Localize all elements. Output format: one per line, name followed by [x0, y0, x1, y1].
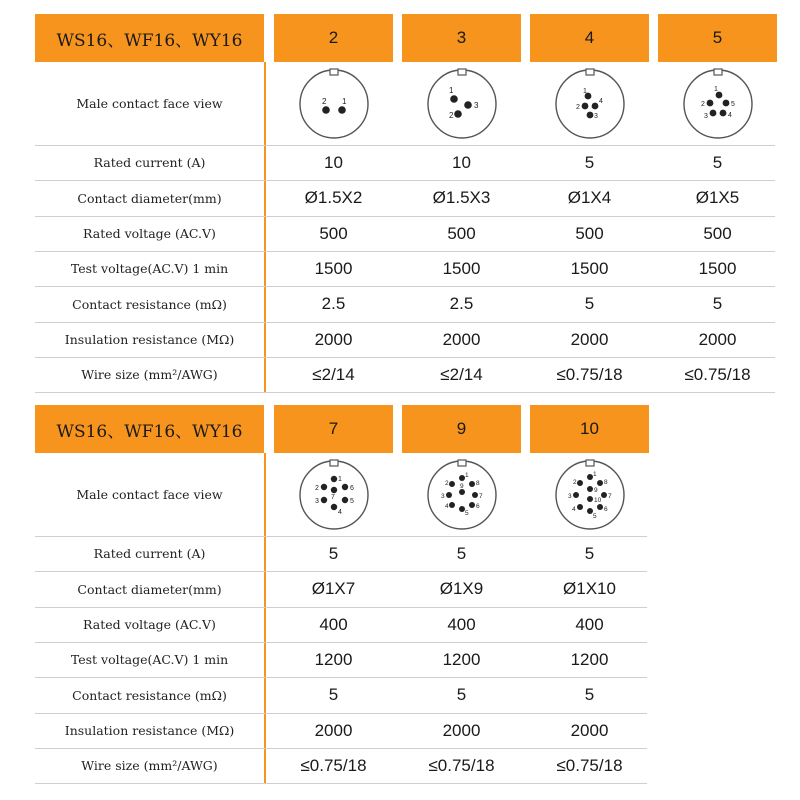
- cell-value: Ø1.5X3: [432, 188, 491, 207]
- row-rated-current: [35, 536, 647, 572]
- pin-2: [706, 99, 713, 106]
- pin-3: [464, 101, 472, 109]
- row-label-contact-resistance: Contact resistance (mΩ): [72, 296, 227, 312]
- pin-7: [472, 492, 478, 498]
- connector-face-icon: [296, 457, 372, 533]
- pin-label: 2: [321, 96, 326, 106]
- cell-value: 2000: [698, 329, 737, 349]
- contact-face-5-pin: [658, 62, 777, 145]
- row-test-voltage: [35, 251, 775, 287]
- cell-value: 5: [584, 294, 595, 313]
- pin-label: 7: [330, 493, 335, 501]
- cell-value: 400: [319, 614, 348, 634]
- pin-label: 2: [700, 100, 705, 108]
- contact-face-4-pin: [530, 62, 649, 145]
- row-label-contact-diameter: Contact diameter(mm): [77, 581, 222, 597]
- pin-label: 2: [575, 103, 580, 111]
- contact-face-3-pin: [402, 62, 521, 145]
- row-label-rated-current: Rated current (A): [93, 155, 206, 170]
- row-insulation-resistance: [35, 713, 647, 749]
- pin-label: 1: [464, 471, 469, 479]
- cell-value: 2000: [570, 720, 609, 740]
- column-header-4-pin: 4: [530, 14, 649, 62]
- row-label-rated-voltage: Rated voltage (AC.V): [83, 226, 216, 241]
- column-header-5-pin: 5: [658, 14, 777, 62]
- pin-7: [330, 486, 336, 492]
- row-contact-resistance: [35, 677, 647, 714]
- table-header: [35, 405, 775, 453]
- pin-10: [587, 496, 593, 502]
- pin-6: [469, 502, 475, 508]
- cell-value: 5: [584, 152, 595, 172]
- pin-8: [597, 480, 603, 486]
- cell-value: Ø1.5X2: [304, 188, 363, 207]
- cell-value: 1500: [314, 258, 353, 278]
- row-label-test-voltage: Test voltage(AC.V) 1 min: [70, 652, 229, 667]
- pin-label: 6: [349, 484, 354, 492]
- pin-1: [450, 95, 458, 103]
- pin-label: 3: [567, 492, 572, 500]
- series-label: WS16、WF16、WY16: [35, 405, 264, 453]
- row-wire-size: [35, 357, 775, 393]
- pin-label: 2: [448, 110, 453, 120]
- pin-label: 8: [603, 478, 608, 486]
- pin-label: 1: [341, 96, 346, 106]
- pin-label: 4: [571, 505, 576, 513]
- cell-value: 1500: [442, 258, 481, 278]
- pin-9: [587, 486, 593, 492]
- row-rated-voltage: [35, 216, 775, 252]
- cell-value: 1200: [442, 649, 481, 669]
- row-label-rated-current: Rated current (A): [93, 546, 206, 561]
- row-rated-voltage: [35, 607, 647, 643]
- pin-label: 3: [314, 497, 319, 505]
- cell-value: 1200: [314, 649, 353, 669]
- cell-value: Ø1X7: [311, 579, 356, 598]
- pin-label: 2: [572, 478, 577, 486]
- pin-label: 5: [730, 100, 735, 108]
- cell-value: Ø1X5: [695, 188, 740, 207]
- pin-label: 2: [444, 479, 449, 487]
- cell-value: 2000: [442, 329, 481, 349]
- pin-label: 7: [478, 492, 483, 500]
- pin-6: [597, 504, 603, 510]
- cell-value: 5: [328, 685, 339, 704]
- cell-value: 500: [575, 223, 604, 243]
- cell-value: 5: [712, 152, 723, 172]
- pin-6: [341, 483, 347, 489]
- cell-value: 5: [584, 685, 595, 704]
- column-header-3-pin: 3: [402, 14, 521, 62]
- cell-value: 2.5: [449, 294, 474, 313]
- column-header-9-pin: 9: [402, 405, 521, 453]
- cell-value: 1500: [570, 258, 609, 278]
- cell-value: 500: [447, 223, 476, 243]
- connector-face-icon: [424, 457, 500, 533]
- row-face-view: [35, 453, 647, 537]
- row-insulation-resistance: [35, 322, 775, 358]
- row-face-view: [35, 62, 775, 146]
- pin-label: 3: [703, 112, 708, 120]
- series-label: WS16、WF16、WY16: [35, 14, 264, 62]
- cell-value: ≤2/14: [440, 364, 483, 384]
- pin-label: 9: [459, 482, 464, 490]
- pin-label: 1: [713, 85, 718, 93]
- pin-label: 5: [592, 512, 597, 520]
- table-header: [35, 14, 775, 62]
- cell-value: ≤0.75/18: [556, 364, 623, 384]
- pin-3: [586, 111, 593, 118]
- connector-face-icon: [552, 457, 628, 533]
- cell-value: 2.5: [321, 294, 346, 313]
- pin-2: [320, 483, 326, 489]
- cell-value: Ø1X4: [567, 188, 612, 207]
- pin-5: [722, 99, 729, 106]
- cell-value: 5: [328, 543, 339, 563]
- pin-label: 1: [448, 85, 453, 95]
- pin-label: 3: [593, 112, 598, 120]
- cell-value: 2000: [314, 720, 353, 740]
- cell-value: ≤0.75/18: [428, 755, 495, 775]
- pin-4: [591, 102, 598, 109]
- row-label-wire-size: Wire size (mm²/AWG): [81, 367, 218, 382]
- pin-label: 8: [475, 479, 480, 487]
- column-header-7-pin: 7: [274, 405, 393, 453]
- row-label-insulation-resistance: Insulation resistance (MΩ): [64, 332, 235, 347]
- pin-5: [341, 496, 347, 502]
- cell-value: 2000: [442, 720, 481, 740]
- connector-face-icon: [680, 66, 756, 142]
- row-label-face-view: Male contact face view: [76, 96, 223, 111]
- cell-value: 5: [456, 543, 467, 563]
- pin-3: [709, 109, 716, 116]
- cell-value: Ø1X10: [563, 579, 616, 598]
- pin-label: 2: [314, 484, 319, 492]
- row-label-rated-voltage: Rated voltage (AC.V): [83, 617, 216, 632]
- pin-7: [601, 492, 607, 498]
- pin-label: 4: [727, 111, 732, 119]
- row-contact-diameter: [35, 571, 647, 608]
- pin-8: [469, 481, 475, 487]
- cell-value: 10: [324, 152, 343, 172]
- pin-label: 5: [349, 497, 354, 505]
- pin-label: 5: [464, 509, 469, 517]
- pin-2: [581, 102, 588, 109]
- cell-value: Ø1X9: [439, 579, 484, 598]
- pin-label: 1: [337, 475, 342, 483]
- row-test-voltage: [35, 642, 647, 678]
- pin-label: 3: [473, 100, 478, 110]
- row-wire-size: [35, 748, 647, 784]
- connector-face-icon: [552, 66, 628, 142]
- pin-label: 6: [475, 502, 480, 510]
- row-label-contact-diameter: Contact diameter(mm): [77, 190, 222, 206]
- pin-label: 9: [593, 486, 598, 494]
- column-header-2-pin: 2: [274, 14, 393, 62]
- cell-value: 1500: [698, 258, 737, 278]
- pin-label: 4: [337, 508, 342, 516]
- pin-4: [577, 504, 583, 510]
- row-rated-current: [35, 145, 775, 181]
- column-header-10-pin: 10: [530, 405, 649, 453]
- pin-label: 4: [598, 97, 603, 105]
- pin-2: [322, 106, 330, 114]
- pin-label: 1: [592, 470, 597, 478]
- connector-face-icon: [424, 66, 500, 142]
- cell-value: 2000: [314, 329, 353, 349]
- cell-value: 5: [584, 543, 595, 563]
- pin-label: 1: [582, 87, 587, 95]
- row-label-wire-size: Wire size (mm²/AWG): [81, 758, 218, 773]
- pin-4: [330, 503, 336, 509]
- cell-value: 5: [456, 685, 467, 704]
- pin-label: 7: [607, 492, 612, 500]
- cell-value: 500: [319, 223, 348, 243]
- contact-face-2-pin: [274, 62, 393, 145]
- contact-face-10-pin: [530, 453, 649, 536]
- connector-face-icon: [296, 66, 372, 142]
- pin-2: [449, 481, 455, 487]
- pin-1: [330, 475, 336, 481]
- cell-value: 2000: [570, 329, 609, 349]
- cell-value: 5: [712, 294, 723, 313]
- row-label-insulation-resistance: Insulation resistance (MΩ): [64, 723, 235, 738]
- cell-value: 400: [575, 614, 604, 634]
- pin-label: 10: [593, 496, 601, 504]
- pin-3: [320, 496, 326, 502]
- contact-face-9-pin: [402, 453, 521, 536]
- cell-value: 10: [452, 152, 471, 172]
- pin-3: [573, 492, 579, 498]
- row-contact-diameter: [35, 180, 775, 217]
- cell-value: 400: [447, 614, 476, 634]
- cell-value: ≤2/14: [312, 364, 355, 384]
- pin-label: 6: [603, 505, 608, 513]
- row-label-contact-resistance: Contact resistance (mΩ): [72, 687, 227, 703]
- row-label-face-view: Male contact face view: [76, 487, 223, 502]
- cell-value: 500: [703, 223, 732, 243]
- row-label-test-voltage: Test voltage(AC.V) 1 min: [70, 261, 229, 276]
- row-contact-resistance: [35, 286, 775, 323]
- cell-value: ≤0.75/18: [556, 755, 623, 775]
- pin-2: [454, 110, 462, 118]
- pin-3: [446, 492, 452, 498]
- pin-2: [577, 480, 583, 486]
- contact-face-7-pin: [274, 453, 393, 536]
- pin-4: [719, 109, 726, 116]
- cell-value: ≤0.75/18: [684, 364, 751, 384]
- cell-value: ≤0.75/18: [300, 755, 367, 775]
- pin-1: [338, 106, 346, 114]
- pin-label: 4: [444, 502, 449, 510]
- pin-label: 3: [440, 492, 445, 500]
- cell-value: 1200: [570, 649, 609, 669]
- pin-4: [449, 502, 455, 508]
